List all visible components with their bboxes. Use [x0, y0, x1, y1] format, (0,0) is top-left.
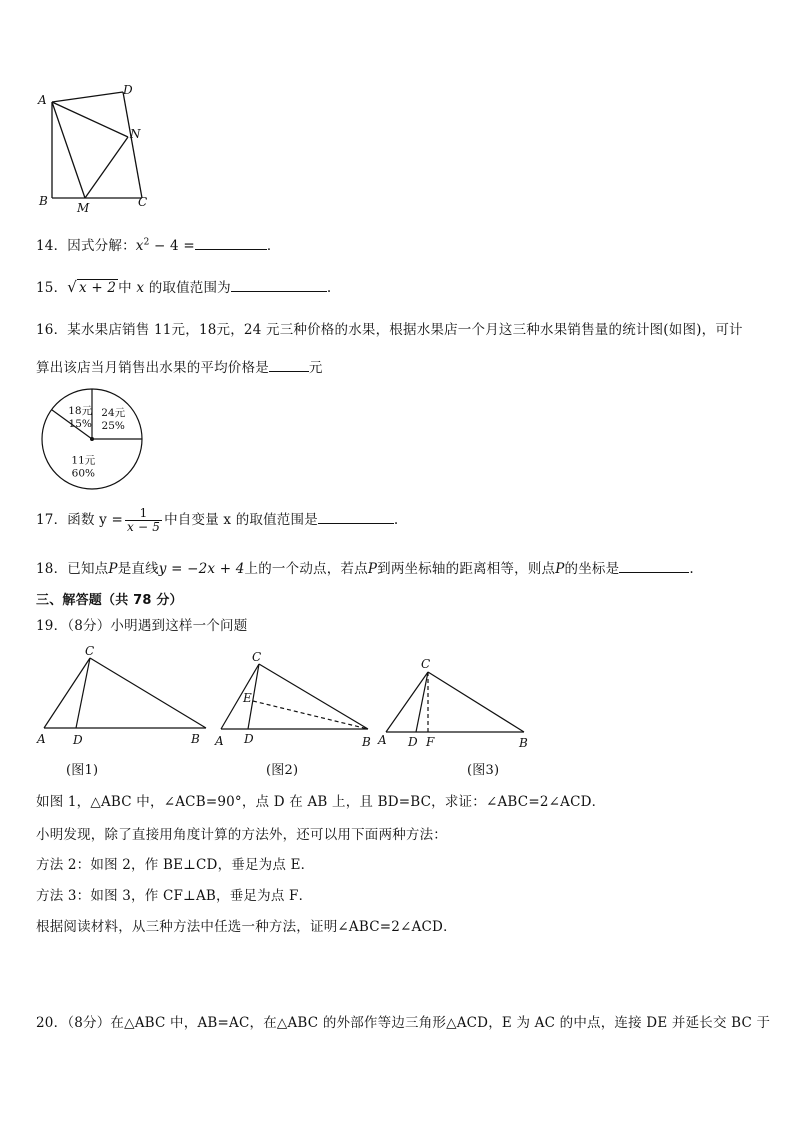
- q16-number: 16．: [36, 322, 68, 338]
- label-n: N: [130, 127, 141, 141]
- q15-radicand: x + 2: [79, 280, 117, 296]
- q19-line2: 小明发现，除了直接用角度计算的方法外，还可以用下面两种方法：: [36, 827, 447, 843]
- fig2-label-b: B: [362, 735, 371, 749]
- pie-value-label: 15%: [68, 417, 92, 430]
- question-19-intro: [36, 614, 247, 634]
- fig2-be-dashed: [253, 701, 368, 729]
- figure-1: [34, 642, 214, 750]
- q18-point-p2: P: [367, 561, 378, 577]
- q20-number: 20．: [36, 1015, 68, 1031]
- label-m: M: [77, 201, 90, 215]
- fig2-label-c: C: [252, 650, 262, 664]
- q16-line1: 某水果店销售 11元，18元，24 元三种价格的水果，根据水果店一个月这三种水果销售量的统计图(如图)，可计: [67, 322, 743, 338]
- question-17: [36, 507, 398, 534]
- fig1-cb: [90, 658, 206, 728]
- segment-am: [52, 102, 85, 198]
- q17-fraction: [125, 507, 162, 534]
- pie-category-label: 18元: [68, 404, 93, 417]
- q14-expr-exp: 2: [143, 237, 150, 248]
- q15-end: .: [326, 280, 332, 296]
- q17-end: .: [393, 512, 399, 528]
- q20-text: （8分）在△ABC 中，AB=AC，在△ABC 的外部作等边三角形△ACD，E 为 AC 的中点，连接 DE 并延长交 BC 于: [67, 1015, 771, 1031]
- q18-equation: y = −2x + 4: [158, 561, 245, 577]
- q19-line5: 根据阅读材料，从三种方法中任选一种方法，证明∠ABC=2∠ACD．: [36, 919, 457, 935]
- q17-text: 中自变量 x 的取值范围是: [164, 512, 318, 528]
- question-15: [36, 276, 331, 296]
- segment-dc: [123, 92, 142, 198]
- q14-end: ．: [266, 238, 281, 254]
- question-20: [36, 1011, 770, 1031]
- fig2-label-e: E: [243, 691, 252, 705]
- fig2-label-a: A: [215, 734, 224, 748]
- q14-expr-base: x: [135, 238, 144, 254]
- figure-3: [376, 652, 534, 752]
- question-16-line2: [36, 356, 323, 376]
- top-geometry-figure: [30, 80, 160, 215]
- label-d: D: [123, 83, 133, 97]
- fig3-label-d: D: [408, 735, 418, 749]
- q18-p3: 上的一个动点，若点: [244, 561, 368, 577]
- label-a: A: [38, 93, 47, 107]
- question-14: [36, 234, 281, 254]
- fig3-label-b: B: [519, 736, 528, 750]
- q18-p5: 的坐标是: [564, 561, 620, 577]
- fig3-label-a: A: [378, 733, 387, 747]
- q17-frac-num: 1: [125, 507, 162, 521]
- q17-answer-blank[interactable]: [318, 511, 394, 524]
- question-16-line1: [36, 318, 743, 338]
- fig3-label-c: C: [421, 657, 431, 671]
- pie-value-label: 25%: [101, 419, 125, 432]
- fig1-label-c: C: [85, 644, 95, 658]
- q15-answer-blank[interactable]: [231, 279, 327, 292]
- pie-value-label: 60%: [71, 467, 96, 480]
- question-18: [36, 557, 694, 577]
- fig1-label-a: A: [37, 732, 46, 746]
- q14-text: 因式分解：: [67, 238, 136, 254]
- q18-point-p1: P: [108, 561, 118, 577]
- pie-category-label: 24元: [101, 406, 126, 419]
- q16-unit: 元: [308, 360, 323, 376]
- q19-line4: 方法 3：如图 3，作 CF⊥AB，垂足为点 F．: [36, 888, 313, 904]
- q16-line2: 算出该店当月销售出水果的平均价格是: [36, 360, 269, 376]
- q15-var: x: [136, 280, 145, 296]
- section-title: 三、解答题（共 78 分）: [36, 593, 183, 608]
- fig3-cb: [428, 672, 524, 732]
- q18-p2: 是直线: [117, 561, 159, 577]
- q18-p1: 已知点: [67, 561, 109, 577]
- segment-an: [52, 102, 128, 137]
- q19-intro: （8分）小明遇到这样一个问题: [67, 618, 248, 634]
- fig3-caption: (图3): [467, 763, 500, 778]
- label-c: C: [138, 195, 148, 209]
- q16-answer-blank[interactable]: [269, 359, 309, 372]
- q18-end: .: [689, 561, 694, 577]
- fig1-label-d: D: [73, 733, 83, 747]
- q17-pre: 函数 y =: [67, 512, 124, 528]
- q14-answer-blank[interactable]: [195, 237, 267, 250]
- fig2-label-d: D: [244, 732, 254, 746]
- q18-answer-blank[interactable]: [619, 560, 689, 573]
- q14-number: 14．: [36, 238, 68, 254]
- fig3-label-f: F: [426, 735, 435, 749]
- sqrt-sign: √: [67, 278, 78, 296]
- fig1-label-b: B: [191, 732, 200, 746]
- fig1-caption: (图1): [66, 763, 99, 778]
- q18-point-p3: P: [555, 561, 565, 577]
- q19-line1: 如图 1，△ABC 中，∠ACB=90°，点 D 在 AB 上，且 BD=BC，求证：∠ABC=2∠ACD．: [36, 794, 606, 810]
- fig2-caption: (图2): [266, 763, 299, 778]
- q17-frac-den: x − 5: [127, 520, 161, 534]
- segment-ad: [52, 92, 123, 102]
- q19-number: 19．: [36, 618, 68, 634]
- pie-center: [90, 437, 94, 441]
- q15-number: 15．: [36, 280, 68, 296]
- pie-category-label: 11元: [71, 454, 96, 467]
- pie-chart: [36, 386, 148, 494]
- figure-2: [212, 646, 382, 752]
- q18-number: 18．: [36, 561, 68, 577]
- q19-line3: 方法 2：如图 2，作 BE⊥CD，垂足为点 E．: [36, 857, 315, 873]
- label-b: B: [39, 194, 48, 208]
- q15-mid: 中: [118, 280, 132, 296]
- q17-number: 17．: [36, 512, 68, 528]
- q14-expr-rest: − 4 =: [149, 238, 195, 254]
- segment-mn: [85, 137, 128, 198]
- q18-p4: 到两坐标轴的距离相等，则点: [377, 561, 556, 577]
- q15-text: 的取值范围为: [148, 280, 231, 296]
- fig2-cb: [259, 664, 368, 729]
